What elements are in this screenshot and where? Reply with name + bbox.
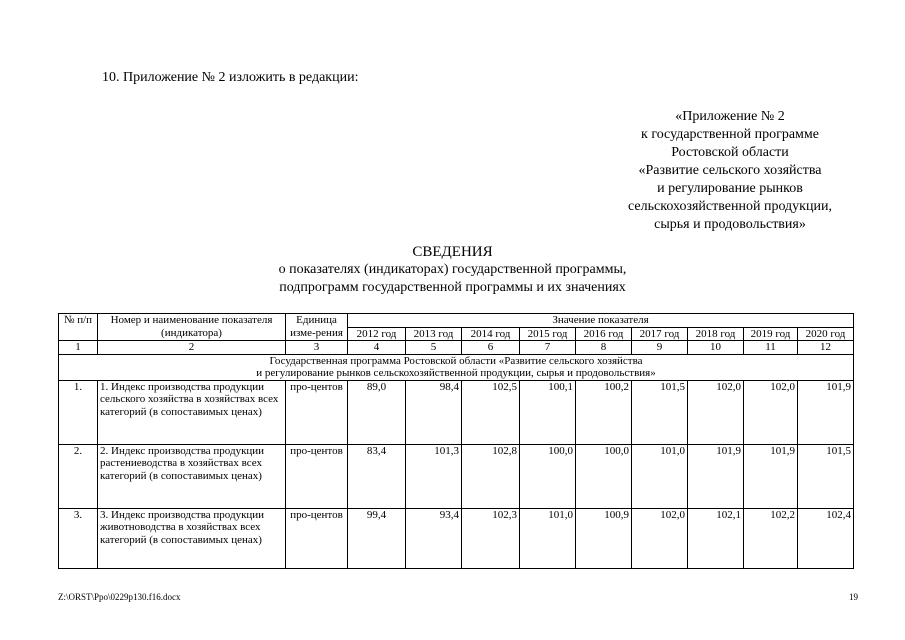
header-year: 2012 год — [348, 327, 406, 341]
value: 89,0 — [348, 380, 406, 444]
value: 100,9 — [576, 508, 632, 568]
indicator-name: 2. Индекс производства продукции растениеводства в хозяйствах всех категорий (в сопоставимых ценах) — [98, 444, 286, 508]
heading-line: о показателях (индикаторах) государственной программы, — [278, 262, 627, 277]
header-year: 2018 год — [688, 327, 744, 341]
row-number: 3. — [59, 508, 98, 568]
table-row — [59, 380, 854, 444]
value: 102,0 — [632, 508, 688, 568]
value: 102,1 — [688, 508, 744, 568]
appendix-header — [610, 108, 850, 234]
program-title-line: и регулирование рынков сельскохозяйственной продукции, сырья и продовольствия» — [256, 367, 656, 379]
value: 98,4 — [406, 380, 462, 444]
value: 101,9 — [688, 444, 744, 508]
value: 102,0 — [688, 380, 744, 444]
value: 101,9 — [798, 380, 854, 444]
intro-text: 10. Приложение № 2 изложить в редакции: — [102, 70, 359, 85]
column-number: 3 — [286, 341, 348, 355]
column-number: 8 — [576, 341, 632, 355]
header-year: 2015 год — [520, 327, 576, 341]
value: 101,0 — [632, 444, 688, 508]
unit: про-центов — [286, 380, 348, 444]
appendix-line: и регулирование рынков — [657, 181, 803, 196]
column-number: 10 — [688, 341, 744, 355]
page-number: 19 — [849, 592, 858, 602]
header-name: Номер и наименование показателя (индикатора) — [98, 314, 286, 341]
appendix-line: «Развитие сельского хозяйства — [638, 163, 822, 178]
table-row — [59, 444, 854, 508]
column-number: 1 — [59, 341, 98, 355]
heading-line: подпрограмм государственной программы и их значениях — [279, 280, 626, 295]
appendix-line: сырья и продовольствия» — [654, 217, 806, 232]
row-number: 1. — [59, 380, 98, 444]
appendix-line: «Приложение № 2 — [675, 109, 785, 124]
column-number: 11 — [744, 341, 798, 355]
value: 101,9 — [744, 444, 798, 508]
value: 102,2 — [744, 508, 798, 568]
value: 101,3 — [406, 444, 462, 508]
indicator-name: 3. Индекс производства продукции животноводства в хозяйствах всех категорий (в сопоставимых ценах) — [98, 508, 286, 568]
value: 100,1 — [520, 380, 576, 444]
column-number: 4 — [348, 341, 406, 355]
value: 83,4 — [348, 444, 406, 508]
heading-title: СВЕДЕНИЯ — [412, 244, 493, 260]
row-number: 2. — [59, 444, 98, 508]
value: 100,0 — [520, 444, 576, 508]
unit: про-центов — [286, 508, 348, 568]
value: 102,5 — [462, 380, 520, 444]
value: 101,5 — [632, 380, 688, 444]
header-year: 2016 год — [576, 327, 632, 341]
column-number: 6 — [462, 341, 520, 355]
column-number: 5 — [406, 341, 462, 355]
header-year: 2014 год — [462, 327, 520, 341]
value: 102,3 — [462, 508, 520, 568]
value: 100,2 — [576, 380, 632, 444]
program-title-line: Государственная программа Ростовской области «Развитие сельского хозяйства — [269, 354, 643, 367]
header-year: 2013 год — [406, 327, 462, 341]
appendix-line: Ростовской области — [671, 145, 789, 160]
header-year: 2020 год — [798, 327, 854, 341]
indicator-name: 1. Индекс производства продукции сельского хозяйства в хозяйствах всех категорий (в сопоставимых ценах) — [98, 380, 286, 444]
value: 99,4 — [348, 508, 406, 568]
value: 101,5 — [798, 444, 854, 508]
table-row — [59, 508, 854, 568]
column-number: 9 — [632, 341, 688, 355]
value: 100,0 — [576, 444, 632, 508]
column-number: 2 — [98, 341, 286, 355]
header-num: № п/п — [59, 314, 98, 341]
appendix-line: сельскохозяйственной продукции, — [628, 199, 832, 214]
file-path: Z:\ORST\Ppo\0229p130.f16.docx — [58, 592, 181, 602]
header-unit: Единица изме-рения — [286, 314, 348, 341]
value: 102,8 — [462, 444, 520, 508]
value: 102,0 — [744, 380, 798, 444]
column-number: 7 — [520, 341, 576, 355]
program-title-cell — [59, 354, 854, 380]
value: 93,4 — [406, 508, 462, 568]
document-heading — [200, 243, 705, 297]
column-number: 12 — [798, 341, 854, 355]
header-values: Значение показателя — [348, 314, 854, 328]
unit: про-центов — [286, 444, 348, 508]
indicators-table — [58, 313, 854, 569]
appendix-line: к государственной программе — [641, 127, 819, 142]
value: 102,4 — [798, 508, 854, 568]
header-year: 2017 год — [632, 327, 688, 341]
header-year: 2019 год — [744, 327, 798, 341]
value: 101,0 — [520, 508, 576, 568]
